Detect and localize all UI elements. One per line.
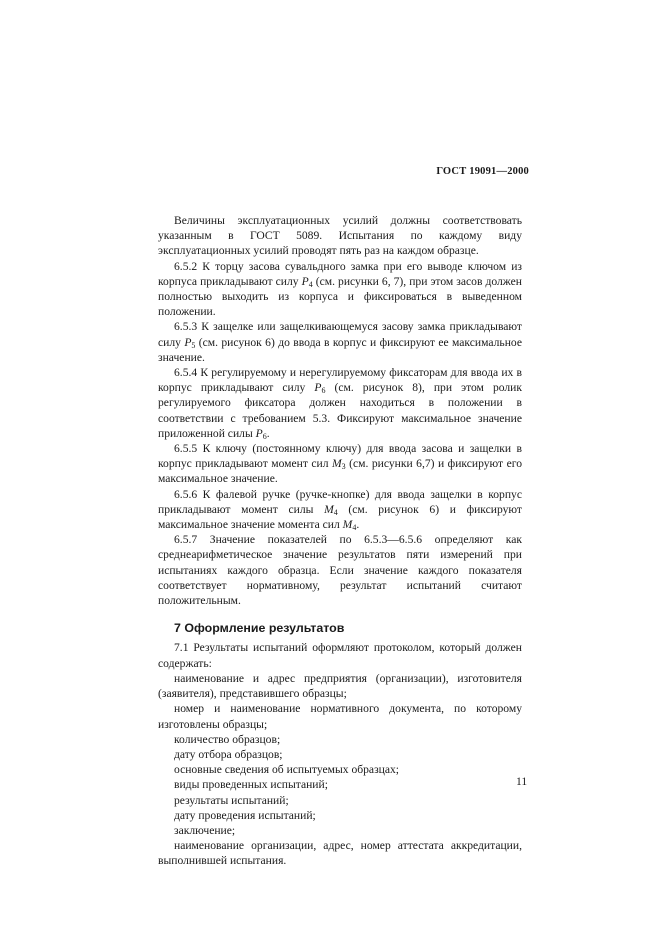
paragraph-text: (см. рисунок 6) и фиксируют максимальное значение момента сил xyxy=(158,502,522,532)
symbol-moment: M xyxy=(332,457,342,471)
list-item: виды проведенных испытаний; xyxy=(174,778,328,792)
standard-code-header: ГОСТ 19091—2000 xyxy=(436,166,529,177)
list-item: наименование организации, адрес, номер аттестата аккредитации, выполнившей испытания. xyxy=(158,839,522,868)
paragraph-6-5-2 xyxy=(158,259,522,320)
page-number: 11 xyxy=(516,775,528,788)
symbol-moment: M xyxy=(342,518,353,532)
symbol-subscript: 4 xyxy=(308,279,313,289)
paragraph-text: . xyxy=(266,426,270,440)
symbol-subscript: 6 xyxy=(321,386,326,396)
symbol-subscript: 5 xyxy=(191,340,196,350)
symbol-force: P xyxy=(184,335,192,349)
list-item: результаты испытаний; xyxy=(174,793,289,807)
paragraph-6-5-7: 6.5.7 Значение показателей по 6.5.3—6.5.6 определяют как среднеарифметическое значение результатов пяти измерений при испытаниях каждого образца. Если значение каждого показателя соответствует нормативному, результат испытаний считают положительным. xyxy=(158,533,522,608)
list-item: дату отбора образцов; xyxy=(174,747,283,761)
paragraph-6-5-5 xyxy=(158,441,522,487)
paragraph-7-1: 7.1 Результаты испытаний оформляют протоколом, который должен содержать: xyxy=(158,641,522,670)
paragraph-6-5-3 xyxy=(158,319,522,365)
symbol-force: P xyxy=(301,274,309,288)
list-item: номер и наименование нормативного документа, по которому изготовлены образцы; xyxy=(158,702,522,731)
list-item: заключение; xyxy=(174,823,236,837)
paragraph-text: 6.5.4 К регулируемому и нерегулируемому фиксаторам для ввода их в корпус прикладывают силу xyxy=(158,366,522,395)
paragraph-text: (см. рисунки 6, 7), при этом засов должен полностью выходить из корпуса и фиксироваться в выведенном положении. xyxy=(158,274,523,319)
paragraph-text: . xyxy=(356,518,360,532)
symbol-moment: M xyxy=(324,502,334,516)
paragraph-text: (см. рисунок 6) до ввода в корпус и фиксируют ее максимальное значение. xyxy=(158,335,522,364)
symbol-force: P xyxy=(255,426,263,440)
list-item: количество образцов; xyxy=(174,732,281,746)
symbol-force: P xyxy=(314,381,322,395)
list-item: наименование и адрес предприятия (организации), изготовителя (заявителя), представившего образцы; xyxy=(158,671,522,701)
symbol-subscript: 4 xyxy=(333,507,338,517)
list-item: дату проведения испытаний; xyxy=(174,808,316,822)
symbol-subscript: 4 xyxy=(352,523,357,533)
section-title: 7 Оформление результатов xyxy=(174,621,345,636)
list-item: основные сведения об испытуемых образцах; xyxy=(174,763,400,777)
paragraph-text: 6.5.6 К фалевой ручке (ручке-кнопке) для ввода защелки в корпус прикладывают момент силы xyxy=(158,487,522,516)
symbol-subscript: 6 xyxy=(262,431,267,441)
paragraph-text: 6.5.3 К защелке или защелкивающемуся засову замка прикладывают силу xyxy=(158,320,522,349)
paragraph-6-5-4 xyxy=(158,365,522,441)
document-body xyxy=(158,213,522,869)
paragraph-text: (см. рисунок 8), при этом ролик регулируемого фиксатора должен находиться в положении в соответствии с требованием 5.3. Фиксируют максимальное значение приложенной силы xyxy=(158,381,523,440)
paragraph-6-5-6 xyxy=(158,487,522,533)
paragraph-text: 6.5.2 К торцу засова сувальдного замка при его выводе ключом из корпуса прикладывают силу xyxy=(158,259,522,288)
protocol-contents-list xyxy=(158,671,522,869)
paragraph-text: (см. рисунки 6,7) и фиксируют его максимальное значение. xyxy=(158,457,522,486)
paragraph-loads-intro: Величины эксплуатационных усилий должны соответствовать указанным в ГОСТ 5089. Испытания по каждому виду эксплуатационных усилий проводят пять раз на каждом образце. xyxy=(158,214,522,258)
paragraph-text: 6.5.5 К ключу (постоянному ключу) для ввода засова и защелки в корпус прикладывают момент сил xyxy=(158,442,522,471)
symbol-subscript: 3 xyxy=(341,462,346,472)
